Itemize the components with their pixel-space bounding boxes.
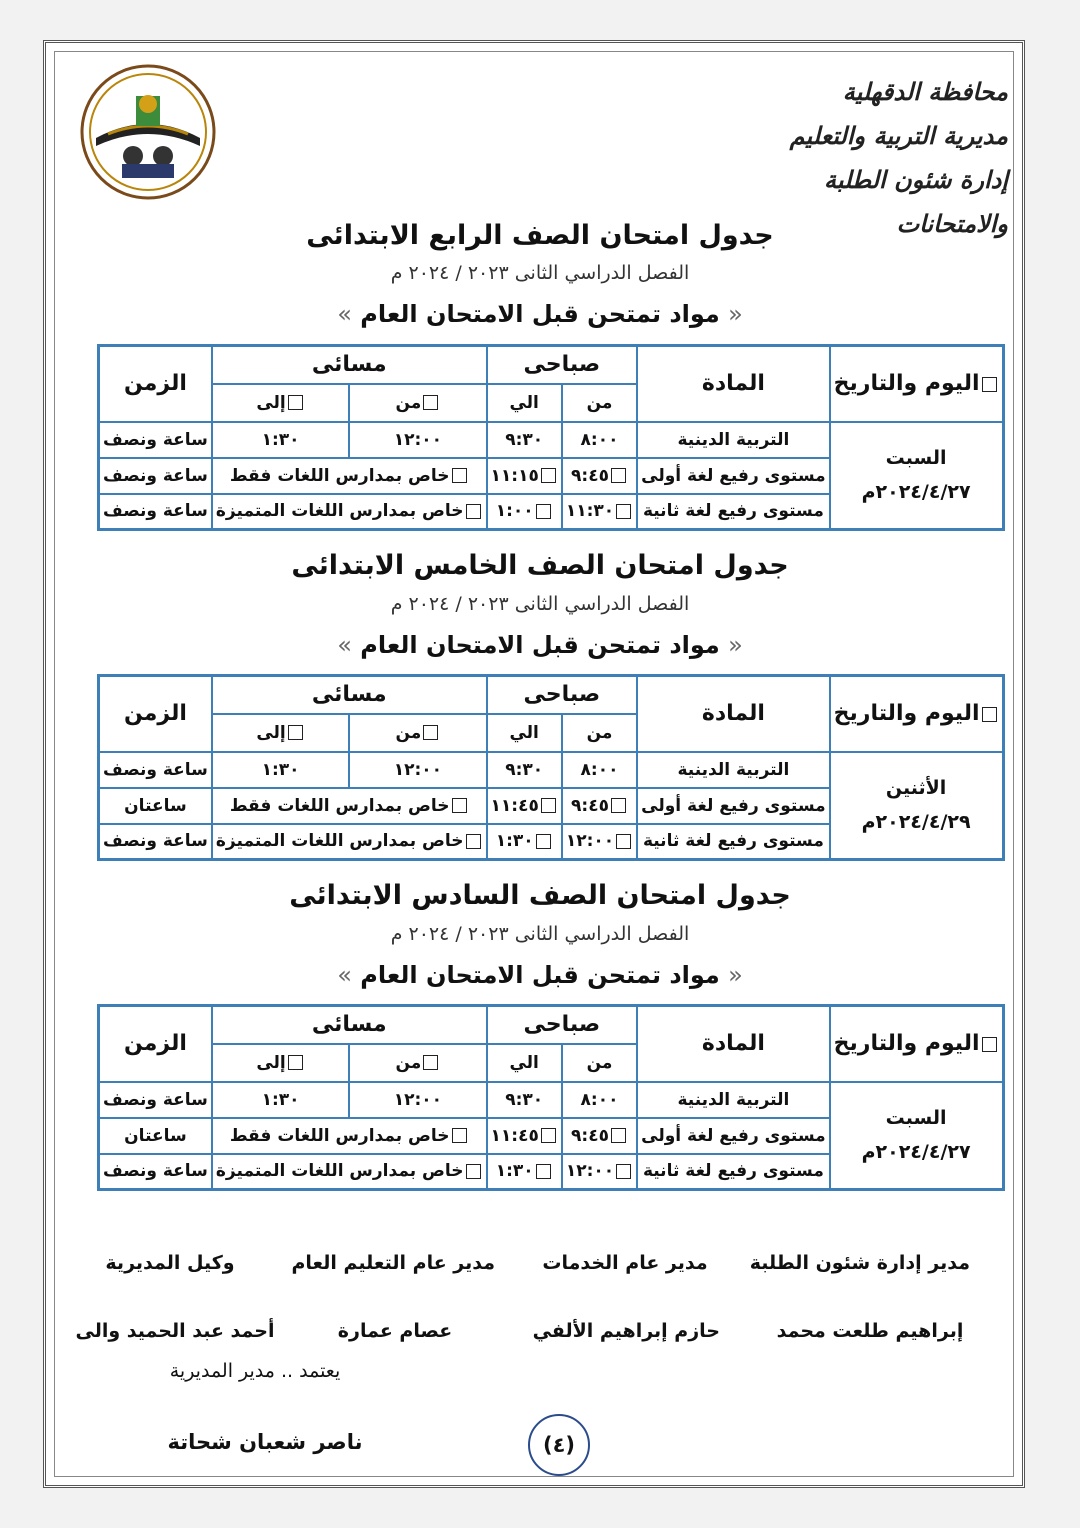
signature-name: أحمد عبد الحميد والى: [75, 1320, 275, 1342]
duration-cell: ساعة ونصف: [99, 1154, 212, 1190]
morning-from-cell: ٨:٠٠: [562, 1082, 637, 1118]
evening-to-cell: ١:٣٠: [212, 752, 349, 788]
subject-cell: مستوى رفيع لغة ثانية: [637, 824, 830, 860]
morning-from-cell: ٩:٤٥: [562, 1118, 637, 1154]
header-day: اليوم والتاريخ: [830, 676, 1003, 752]
header-evening: مسائى: [212, 1006, 487, 1044]
header-subject: المادة: [637, 1006, 830, 1082]
evening-note-cell: خاص بمدارس اللغات المتميزة: [212, 824, 487, 860]
evening-note-cell: خاص بمدارس اللغات المتميزة: [212, 1154, 487, 1190]
section-banner: « مواد تمتحن قبل الامتحان العام »: [337, 300, 743, 328]
header-evening-from: من: [349, 1044, 486, 1082]
exam-table: [97, 344, 1005, 531]
morning-to-cell: ١:٣٠: [487, 824, 562, 860]
signature-title: وكيل المديرية: [105, 1252, 235, 1274]
day-date-cell: السبت ٢٠٢٤/٤/٢٧م: [830, 422, 1003, 530]
header-evening-to: إلى: [212, 714, 349, 752]
header-morning: صباحى: [487, 346, 638, 384]
header-morning-from: من: [562, 1044, 637, 1082]
header-subject: المادة: [637, 346, 830, 422]
header-morning-from: من: [562, 384, 637, 422]
subject-cell: مستوى رفيع لغة أولى: [637, 788, 830, 824]
duration-cell: ساعة ونصف: [99, 1082, 212, 1118]
exam-table: [97, 674, 1005, 861]
signature-name: عصام عمارة: [337, 1320, 453, 1342]
duration-cell: ساعتان: [99, 788, 212, 824]
morning-to-cell: ٩:٣٠: [487, 752, 562, 788]
section-term: الفصل الدراسي الثانى ٢٠٢٣ / ٢٠٢٤ م: [390, 262, 690, 284]
header-day: اليوم والتاريخ: [830, 1006, 1003, 1082]
morning-to-cell: ١١:١٥: [487, 458, 562, 494]
subject-cell: التربية الدينية: [637, 1082, 830, 1118]
duration-cell: ساعة ونصف: [99, 458, 212, 494]
subject-cell: التربية الدينية: [637, 422, 830, 458]
signature-title: مدير إدارة شئون الطلبة: [749, 1252, 970, 1274]
subject-cell: مستوى رفيع لغة ثانية: [637, 1154, 830, 1190]
subject-cell: مستوى رفيع لغة أولى: [637, 458, 830, 494]
morning-to-cell: ١١:٤٥: [487, 788, 562, 824]
header-duration: الزمن: [99, 676, 212, 752]
section-term: الفصل الدراسي الثانى ٢٠٢٣ / ٢٠٢٤ م: [390, 923, 690, 945]
section-term: الفصل الدراسي الثانى ٢٠٢٣ / ٢٠٢٤ م: [390, 593, 690, 615]
evening-note-cell: خاص بمدارس اللغات فقط: [212, 458, 487, 494]
signature-name: إبراهيم طلعت محمد: [776, 1320, 964, 1342]
header-line-governorate: محافظة الدقهلية: [842, 77, 1008, 106]
exam-table: [97, 1004, 1005, 1191]
morning-from-cell: ٩:٤٥: [562, 458, 637, 494]
evening-note-cell: خاص بمدارس اللغات فقط: [212, 788, 487, 824]
header-line-directorate: مديرية التربية والتعليم: [789, 121, 1008, 150]
signature-title: مدير عام الخدمات: [542, 1252, 708, 1274]
header-morning-from: من: [562, 714, 637, 752]
director-name: ناصر شعبان شحاتة: [167, 1430, 363, 1454]
signature-name: حازم إبراهيم الألفي: [532, 1320, 720, 1342]
section-banner: « مواد تمتحن قبل الامتحان العام »: [337, 631, 743, 659]
morning-to-cell: ١:٠٠: [487, 494, 562, 530]
subject-cell: مستوى رفيع لغة ثانية: [637, 494, 830, 530]
header-evening-from: من: [349, 384, 486, 422]
morning-from-cell: ١١:٣٠: [562, 494, 637, 530]
day-date-cell: السبت ٢٠٢٤/٤/٢٧م: [830, 1082, 1003, 1190]
duration-cell: ساعتان: [99, 1118, 212, 1154]
header-morning-to: الي: [487, 384, 562, 422]
evening-note-cell: خاص بمدارس اللغات المتميزة: [212, 494, 487, 530]
evening-to-cell: ١:٣٠: [212, 1082, 349, 1118]
header-evening-from: من: [349, 714, 486, 752]
morning-from-cell: ٨:٠٠: [562, 752, 637, 788]
subject-cell: مستوى رفيع لغة أولى: [637, 1118, 830, 1154]
header-evening-to: إلى: [212, 1044, 349, 1082]
header-duration: الزمن: [99, 1006, 212, 1082]
approval-label: يعتمد .. مدير المديرية: [169, 1360, 341, 1382]
directorate-logo: [78, 60, 218, 205]
header-evening: مسائى: [212, 676, 487, 714]
morning-from-cell: ١٢:٠٠: [562, 1154, 637, 1190]
banner-text: مواد تمتحن قبل الامتحان العام: [360, 631, 720, 659]
section-title: جدول امتحان الصف السادس الابتدائى: [289, 880, 791, 911]
header-duration: الزمن: [99, 346, 212, 422]
banner-text: مواد تمتحن قبل الامتحان العام: [360, 961, 720, 989]
morning-from-cell: ٨:٠٠: [562, 422, 637, 458]
section-title: جدول امتحان الصف الرابع الابتدائى: [306, 220, 774, 251]
duration-cell: ساعة ونصف: [99, 422, 212, 458]
header-morning-to: الي: [487, 1044, 562, 1082]
header-day: اليوم والتاريخ: [830, 346, 1003, 422]
morning-to-cell: ٩:٣٠: [487, 1082, 562, 1118]
section-banner: « مواد تمتحن قبل الامتحان العام »: [337, 961, 743, 989]
header-morning-to: الي: [487, 714, 562, 752]
morning-from-cell: ١٢:٠٠: [562, 824, 637, 860]
morning-from-cell: ٩:٤٥: [562, 788, 637, 824]
duration-cell: ساعة ونصف: [99, 494, 212, 530]
subject-cell: التربية الدينية: [637, 752, 830, 788]
evening-to-cell: ١:٣٠: [212, 422, 349, 458]
signature-title: مدير عام التعليم العام: [291, 1252, 495, 1274]
header-subject: المادة: [637, 676, 830, 752]
banner-text: مواد تمتحن قبل الامتحان العام: [360, 300, 720, 328]
header-morning: صباحى: [487, 1006, 638, 1044]
header-evening: مسائى: [212, 346, 487, 384]
evening-from-cell: ١٢:٠٠: [349, 1082, 486, 1118]
duration-cell: ساعة ونصف: [99, 824, 212, 860]
morning-to-cell: ١١:٤٥: [487, 1118, 562, 1154]
header-line-affairs: إدارة شئون الطلبة والامتحانات: [824, 165, 1008, 238]
day-date-cell: الأثنين ٢٠٢٤/٤/٢٩م: [830, 752, 1003, 860]
page-number: (٤): [528, 1414, 590, 1476]
header-morning: صباحى: [487, 676, 638, 714]
evening-from-cell: ١٢:٠٠: [349, 752, 486, 788]
duration-cell: ساعة ونصف: [99, 752, 212, 788]
header-evening-to: إلى: [212, 384, 349, 422]
evening-note-cell: خاص بمدارس اللغات فقط: [212, 1118, 487, 1154]
evening-from-cell: ١٢:٠٠: [349, 422, 486, 458]
morning-to-cell: ٩:٣٠: [487, 422, 562, 458]
morning-to-cell: ١:٣٠: [487, 1154, 562, 1190]
section-title: جدول امتحان الصف الخامس الابتدائى: [291, 550, 789, 581]
